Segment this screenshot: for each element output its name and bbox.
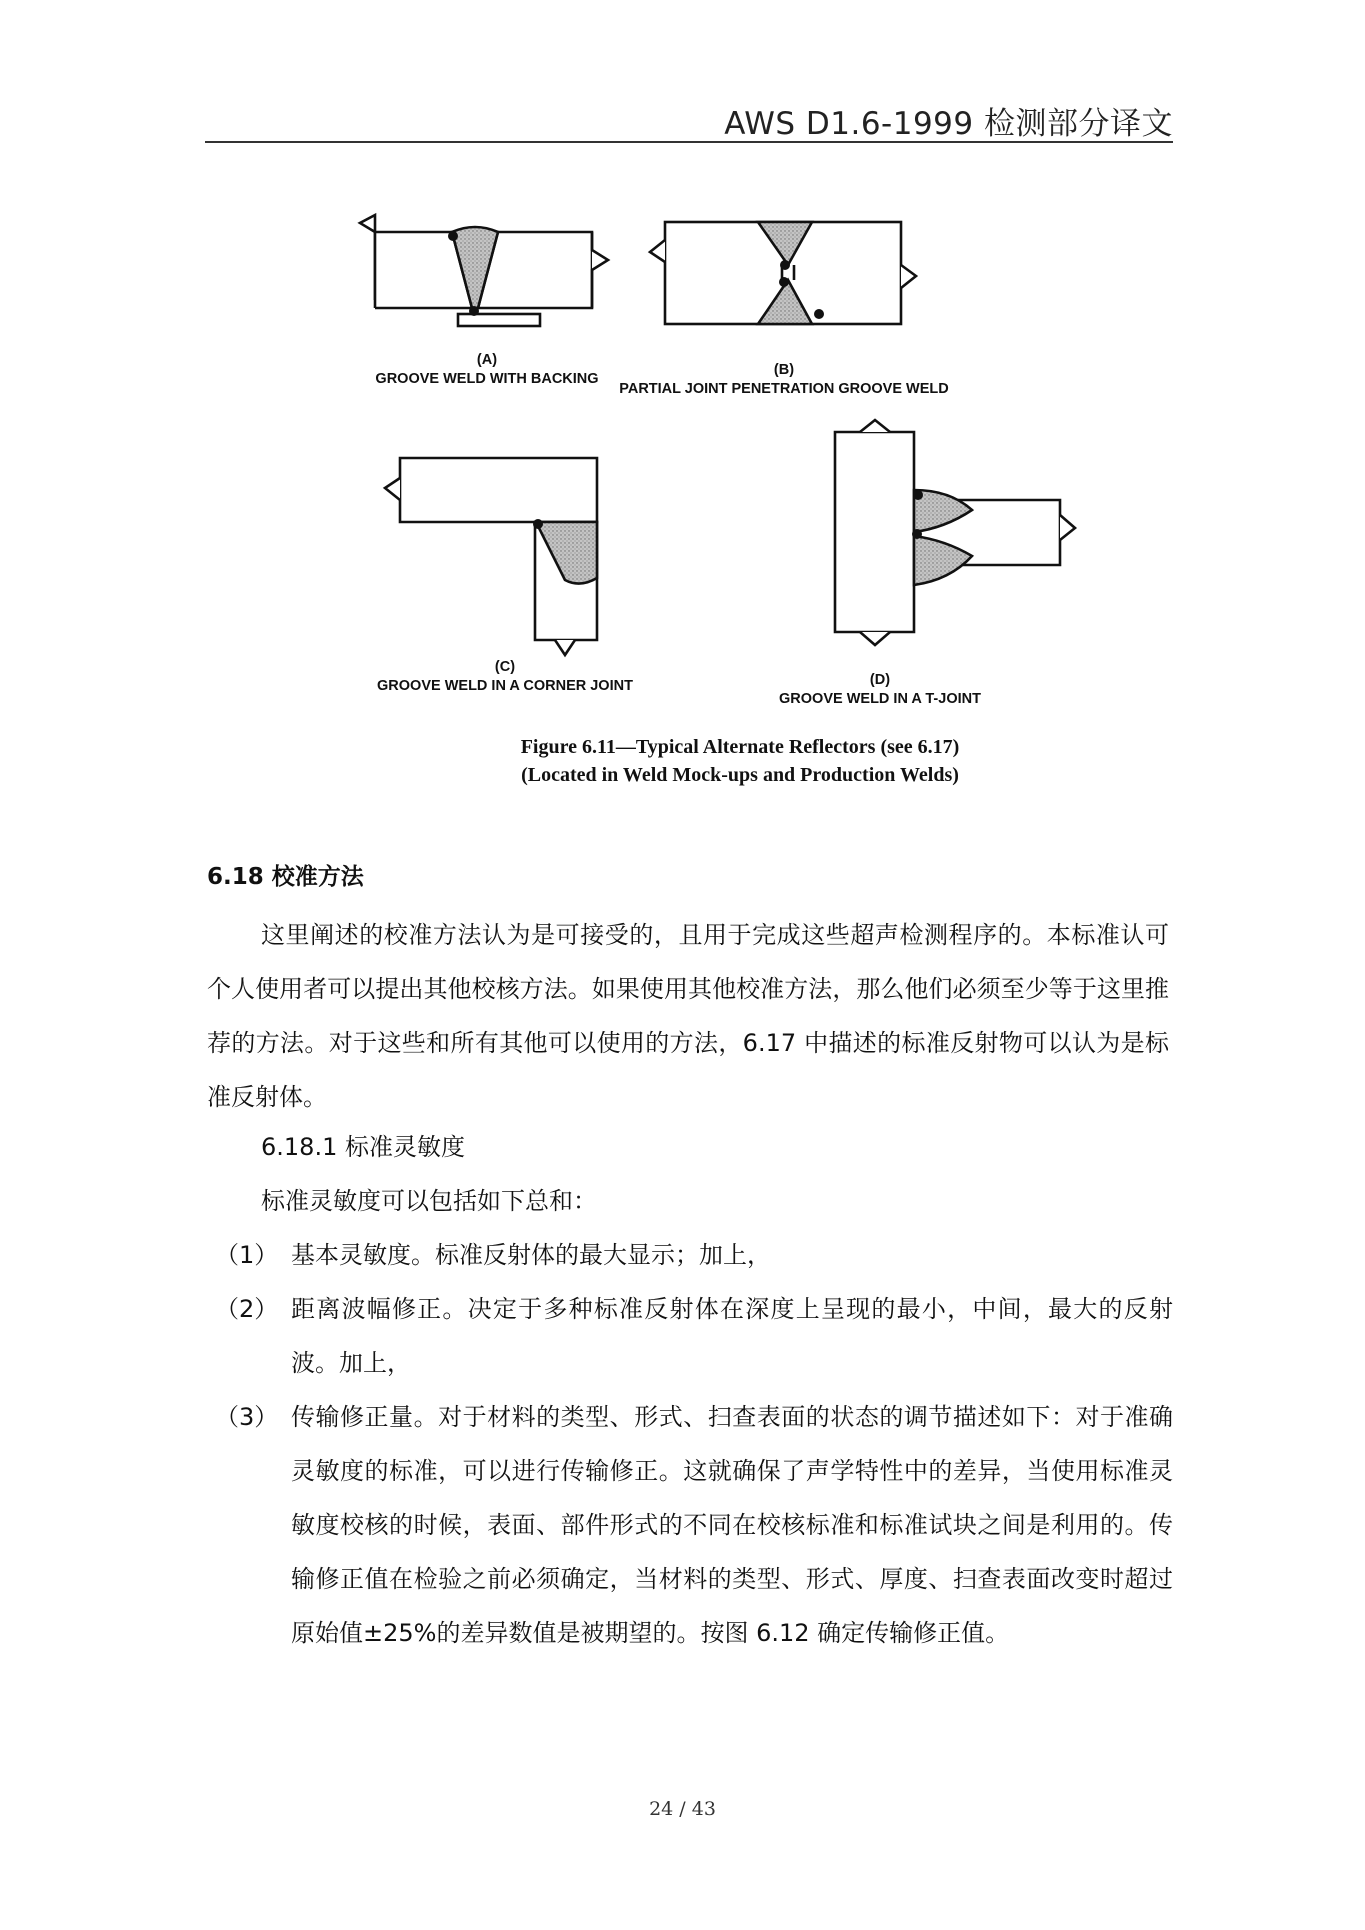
panel-a-drawing [360,215,608,326]
header-rule [205,141,1173,143]
caption-line-1: Figure 6.11—Typical Alternate Reflectors (see 6.17) [520,736,960,758]
panel-a-title: GROOVE WELD WITH BACKING [375,371,599,387]
weld-reflector-diagrams [340,210,1140,720]
page-number: 24 / 43 [649,1798,716,1820]
section-heading: 6.18 校准方法 [207,864,364,890]
panel-d-title: GROOVE WELD IN A T-JOINT [779,691,981,707]
panel-c-drawing [385,458,597,655]
list-item [207,1390,1173,1660]
section-paragraph: 这里阐述的校准方法认为是可接受的，且用于完成这些超声检测程序的。本标准认可个人使用者可以提出其他校核方法。如果使用其他校准方法，那么他们必须至少等于这里推荐的方法。对于这些和所有其他可以使用的方法，6.17 中描述的标准反射物可以认为是标准反射体。 [207,921,1169,1111]
item-text: 距离波幅修正。决定于多种标准反射体在深度上呈现的最小，中间，最大的反射波。加上， [291,1295,1173,1377]
item-number: （3） [215,1403,279,1431]
figure-6-11 [340,210,1140,720]
item-text: 传输修正量。对于材料的类型、形式、扫查表面的状态的调节描述如下：对于准确灵敏度的标准，可以进行传输修正。这就确保了声学特性中的差异，当使用标准灵敏度校核的时候，表面、部件形式的不同在校核标准和标准试块之间是利用的。传输修正值在检验之前必须确定，当材料的类型、形式、厚度、扫查表面改变时超过原始值±25%的差异数值是被期望的。按图 6.12 确定传输修正值。 [291,1403,1173,1647]
list-item [207,1282,1173,1390]
item-text: 基本灵敏度。标准反射体的最大显示；加上， [291,1241,771,1269]
panel-c-label: (C) [494,659,516,675]
figure-caption [340,733,1140,789]
list-item [207,1228,1173,1282]
caption-line-2: (Located in Weld Mock-ups and Production Welds) [521,764,959,786]
subsection-intro: 标准灵敏度可以包括如下总和： [261,1187,597,1215]
panel-b-title: PARTIAL JOINT PENETRATION GROOVE WELD [619,381,949,397]
panel-c-title: GROOVE WELD IN A CORNER JOINT [377,678,633,694]
item-number: （1） [215,1241,279,1269]
subsection-heading: 6.18.1 标准灵敏度 [261,1133,465,1161]
item-number: （2） [215,1295,279,1323]
panel-b-drawing [650,222,916,324]
panel-b-label: (B) [773,362,795,378]
panel-d-label: (D) [869,672,891,688]
panel-d-drawing [835,420,1075,645]
page-header: AWS D1.6-1999 检测部分译文 [724,106,1173,142]
item-list [207,1228,1173,1660]
panel-a-label: (A) [476,352,498,368]
